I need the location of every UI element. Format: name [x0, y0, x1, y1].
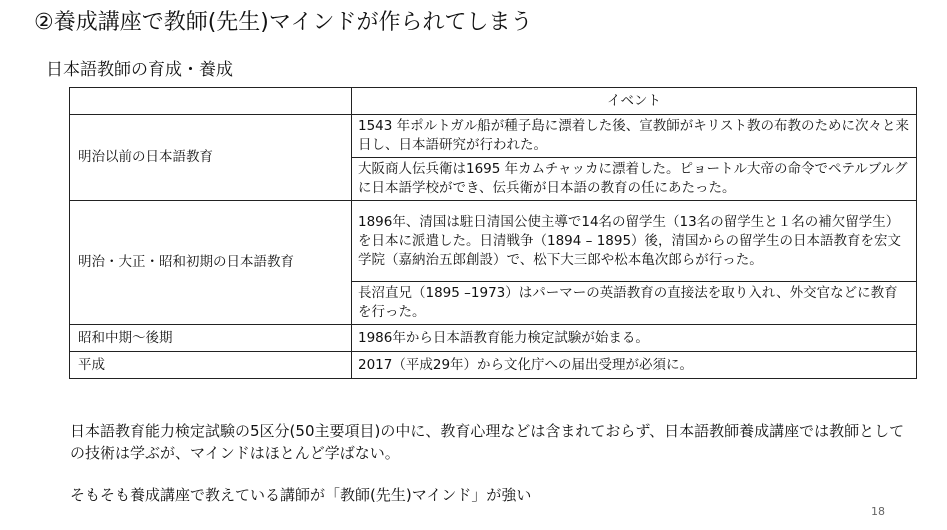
note-paragraph: 日本語教育能力検定試験の5区分(50主要項目)の中に、教育心理などは含まれておらず、日本語教師養成講座では教師としての技術は学ぶが、マインドはほとんど学ばない。 [70, 422, 905, 462]
section-subtitle: 日本語教師の育成・養成 [46, 60, 233, 80]
event-cell: 1543 年ポルトガル船が種子島に漂着した後、宣教師がキリスト教の布教のために次々と来日し、日本語研究が行われた。 [352, 115, 917, 158]
header-event: イベント [352, 88, 917, 115]
slide-title: ②養成講座で教師(先生)マインドが作られてしまう [34, 10, 533, 35]
page-number: 18 [871, 505, 885, 518]
event-cell: 2017（平成29年）から文化庁への届出受理が必須に。 [352, 352, 917, 379]
period-cell: 平成 [70, 352, 352, 379]
period-cell: 明治以前の日本語教育 [70, 115, 352, 201]
event-cell: 1986年から日本語教育能力検定試験が始まる。 [352, 325, 917, 352]
event-cell: 1896年、清国は駐日清国公使主導で14名の留学生（13名の留学生と１名の補欠留学生）を日本に派遣した。日清戦争（1894 – 1895）後，清国からの留学生の日本語教育を宏文学院（嘉納治五郎創設）で、松下大三郎や松本亀次郎らが行った。 [352, 201, 917, 282]
event-cell: 長沼直兄（1895 –1973）はパーマーの英語教育の直接法を取り入れ、外交官などに教育を行った。 [352, 282, 917, 325]
table-row [70, 115, 917, 158]
note-conclusion: そもそも養成講座で教えている講師が「教師(先生)マインド」が強い [70, 486, 532, 504]
period-cell: 明治・大正・昭和初期の日本語教育 [70, 201, 352, 325]
event-cell: 大阪商人伝兵衛は1695 年カムチャッカに漂着した。ピョートル大帝の命令でペテルブルグに日本語学校ができ、伝兵衛が日本語の教育の任にあたった。 [352, 158, 917, 201]
period-cell: 昭和中期～後期 [70, 325, 352, 352]
header-period [70, 88, 352, 115]
table-row [70, 352, 917, 379]
table-header-row [70, 88, 917, 115]
history-table [69, 87, 917, 379]
table-row [70, 325, 917, 352]
table-row [70, 201, 917, 282]
